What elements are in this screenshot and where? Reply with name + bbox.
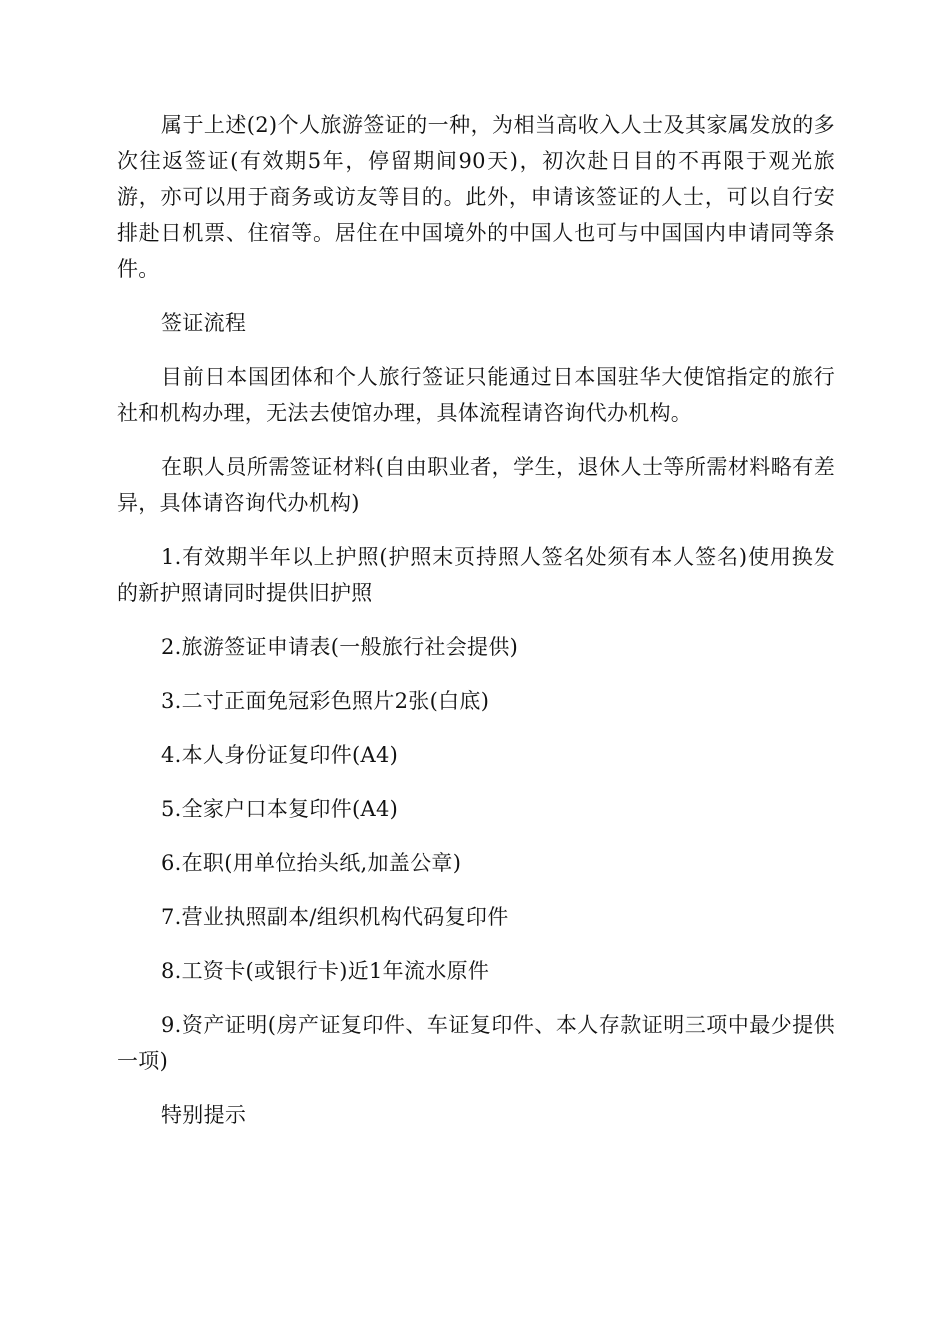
list-item-asset-proof: 9.资产证明(房产证复印件、车证复印件、本人存款证明三项中最少提供一项) [117, 1013, 835, 1073]
list-item-household-register: 5.全家户口本复印件(A4) [161, 797, 399, 821]
document-body [117, 107, 835, 1133]
heading-visa-process: 签证流程 [161, 311, 247, 335]
list-item-passport: 1.有效期半年以上护照(护照末页持照人签名处须有本人签名)使用换发的新护照请同时提供旧护照 [117, 545, 835, 605]
list-item-application-form: 2.旅游签证申请表(一般旅行社会提供) [161, 635, 519, 659]
list-item-id-card: 4.本人身份证复印件(A4) [161, 743, 399, 767]
list-item-employment: 6.在职(用单位抬头纸,加盖公章) [161, 851, 462, 875]
paragraph-process-detail: 目前日本国团体和个人旅行签证只能通过日本国驻华大使馆指定的旅行社和机构办理，无法去使馆办理，具体流程请咨询代办机构。 [117, 365, 835, 425]
list-item-photo: 3.二寸正面免冠彩色照片2张(白底) [161, 689, 490, 713]
heading-special-notice: 特别提示 [161, 1103, 247, 1127]
list-item-business-license: 7.营业执照副本/组织机构代码复印件 [161, 905, 509, 929]
paragraph-materials-intro: 在职人员所需签证材料(自由职业者，学生，退休人士等所需材料略有差异，具体请咨询代办机构) [117, 455, 835, 515]
list-item-bank-statement: 8.工资卡(或银行卡)近1年流水原件 [161, 959, 490, 983]
paragraph-visa-description: 属于上述(2)个人旅游签证的一种，为相当高收入人士及其家属发放的多次往返签证(有效期5年，停留期间90天)，初次赴日目的不再限于观光旅游，亦可以用于商务或访友等目的。此外，申请该签证的人士，可以自行安排赴日机票、住宿等。居住在中国境外的中国人也可与中国国内申请同等条件。 [117, 113, 835, 281]
